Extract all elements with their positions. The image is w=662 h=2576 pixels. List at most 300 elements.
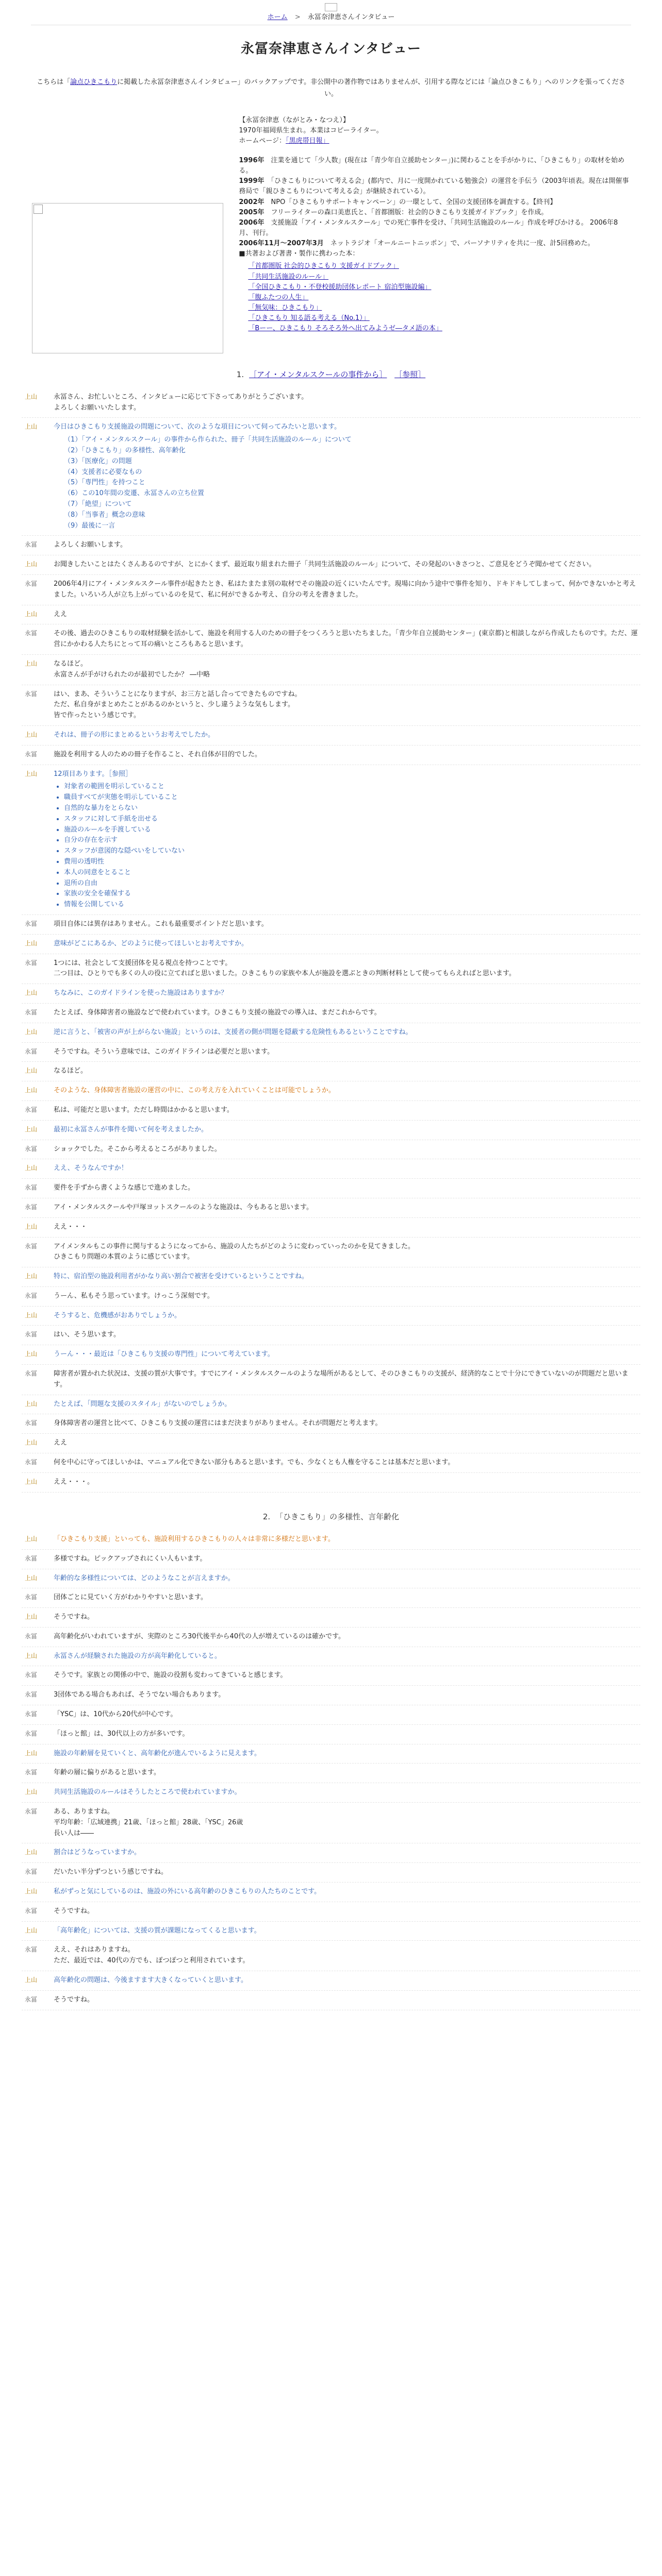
section-2-label: 「ひきこもり」の多様性、言年齢化	[275, 1512, 400, 1521]
turn-paragraph: 団体ごとに見ていく方がわかりやすいと思います。	[54, 1594, 207, 1602]
bio-career-item	[239, 208, 630, 218]
bio-career-text: 注業を通じて「少人数」(現在は「青少年自立援助センター」)に関わることを手がかりに、「ひきこもり」の取材を始める。	[239, 157, 625, 175]
bio-book-link[interactable]: 「無気味：ひきこもり」	[248, 304, 322, 312]
turn-paragraph: 3団体である場合もあれば、そうでない場合もあります。	[54, 1691, 225, 1699]
intro-suffix: 」のバックアップです。非公開中の著作物ではありませんが、引用する際などには「論点ひきこもり」へのリンクを張ってください。	[237, 78, 625, 98]
turn-text	[54, 609, 640, 620]
speaker-label: 上山	[25, 1087, 38, 1094]
speaker-label: 上山	[25, 1535, 38, 1543]
speaker-label: 永冨	[25, 1868, 38, 1876]
turn-text	[54, 422, 640, 531]
turn-text	[54, 1787, 640, 1798]
bio-career-year: 1999年	[239, 177, 264, 185]
speaker-label: 上山	[25, 1749, 38, 1757]
turn-text	[54, 1807, 640, 1839]
turn-text	[54, 1105, 640, 1116]
turn-text	[54, 958, 640, 980]
bio-career-item	[239, 176, 630, 197]
intro-ronten-link[interactable]: 論点ひきこもり	[70, 78, 118, 87]
interview-turn	[22, 1218, 640, 1238]
turn-text	[54, 579, 640, 601]
section-1-link[interactable]: ［アイ・メンタルスクールの事件から］	[249, 369, 387, 379]
turn-paragraph: 共同生活施設のルールはそうしたところで使われていますか。	[54, 1788, 241, 1797]
turn-paragraph: ショックでした。そこから考えるところがありました。	[54, 1145, 221, 1153]
turn-paragraph: 「YSC」は、10代から20代が中心です。	[54, 1710, 177, 1719]
bio-book-item	[248, 272, 630, 282]
bio-name: 【永冨奈津恵（ながとみ・なつえ）】	[239, 116, 350, 124]
turn-paragraph: 今日はひきこもり支援施設の問題について、次のような項目について伺ってみたいと思います。	[54, 423, 341, 431]
turn-paragraph: 施設の年齢層を見ていくと、高年齢化が進んでいるように見えます。	[54, 1749, 261, 1757]
interview-turn	[22, 1121, 640, 1140]
bio-career-year: 2005年	[239, 208, 264, 216]
turn-paragraph: ええ、それはありますね。 ただ、最近では、40代の方でも、ぽつぽつと利用されています。	[54, 1946, 250, 1965]
rule-item: • 自然的な暴力をとらない	[64, 803, 640, 814]
bio-book-item	[248, 293, 630, 303]
interview-turn	[22, 655, 640, 685]
turn-paragraph: よろしくお願いします。	[54, 541, 127, 549]
interview-turn	[22, 1686, 640, 1705]
turn-text	[54, 1183, 640, 1194]
turn-text	[54, 750, 640, 760]
turn-text	[54, 1272, 640, 1282]
speaker-label: 永冨	[25, 690, 38, 698]
speaker-label: 上山	[25, 393, 38, 400]
interview-turn	[22, 1883, 640, 1902]
bio-homepage-link[interactable]: 「黒虎帯日報」	[286, 137, 329, 145]
speaker-label: 永冨	[25, 541, 38, 549]
turn-text	[54, 1242, 640, 1263]
interview-turn	[22, 1326, 640, 1345]
interview-turn	[22, 605, 640, 625]
speaker-label: 永冨	[25, 1184, 38, 1192]
turn-paragraph: 多様ですね。ピックアップされにくい人もいます。	[54, 1554, 207, 1563]
breadcrumb	[0, 12, 662, 23]
speaker-label: 上山	[25, 1125, 38, 1133]
page-title: 永冨奈津恵さんインタビュー	[241, 41, 421, 57]
interview-turn	[22, 1159, 640, 1179]
turn-text	[54, 1144, 640, 1155]
interview-turn	[22, 1434, 640, 1453]
speaker-label: 上山	[25, 610, 38, 618]
turn-paragraph: それは、冊子の形にまとめるというお考えでしたか。	[54, 731, 215, 739]
speaker-label: 上山	[25, 989, 38, 997]
turn-text	[54, 1729, 640, 1740]
rule-item: • 職員すべてが実態を明示していること	[64, 792, 640, 803]
speaker-label: 永冨	[25, 750, 38, 758]
interview-turn	[22, 1941, 640, 1971]
bio-book-link[interactable]: 「Bーー、ひきこもり そろそろ外へ出てみようゼ―タメ語の本」	[248, 325, 442, 333]
interview-section-1	[22, 388, 640, 1493]
turn-text	[54, 1086, 640, 1096]
interview-turn	[22, 1666, 640, 1686]
turn-text	[54, 1573, 640, 1584]
speaker-label: 永冨	[25, 1242, 38, 1250]
interview-turn	[22, 1179, 640, 1198]
topic-item: （3）「医療化」の問題	[64, 457, 132, 465]
speaker-label: 永冨	[25, 1331, 38, 1338]
rule-item: • スタッフに対して手紙を出せる	[64, 814, 640, 825]
turn-paragraph: たとえば、「問題な支援のスタイル」がないのでしょうか。	[54, 1400, 231, 1408]
turn-paragraph: 施設を利用する人のための冊子を作ること、それ自体が目的でした。	[54, 750, 262, 758]
turn-text	[54, 1670, 640, 1681]
interview-turn	[22, 1101, 640, 1121]
turn-paragraph: 1つには、社会として支援団体を見る視点を持つことです。 二つ目は、ひとりでも多くの人の役に立てればと思いました。ひきこもりの家族や本人が施設を選ぶときの判断材料として使ってもらえればと思います。	[54, 959, 516, 978]
turn-paragraph: そうですね。	[54, 1995, 94, 2004]
turn-text	[54, 1349, 640, 1360]
turn-text	[54, 939, 640, 950]
interview-turn	[22, 624, 640, 655]
speaker-label: 永冨	[25, 1106, 38, 1113]
turn-paragraph: 永冨さん、お忙しいところ、インタビューに応じて下さってありがとうございます。 よろしくお願いいたします。	[54, 393, 308, 412]
turn-text	[54, 392, 640, 414]
speaker-label: 上山	[25, 1164, 38, 1172]
turn-paragraph: 特に、宿泊型の施設利用者がかなり高い割合で被害を受けているということですね。	[54, 1273, 309, 1281]
topic-item: （8）「当事者」概念の意味	[64, 511, 145, 519]
turn-text	[54, 1222, 640, 1233]
turn-paragraph: アイメンタルもこの事件に関与するようになってから、施設の人たちがどのように変わっていったのかを見てきました。 ひきこもり問題の本質のように感じています。	[54, 1242, 415, 1261]
rule-item: • 費用の透明性	[64, 857, 640, 868]
topic-item: （5）「専門性」を持つこと	[64, 479, 145, 487]
turn-paragraph: ええ・・・。	[54, 1478, 94, 1486]
speaker-label: 上山	[25, 1273, 38, 1280]
interview-turn	[22, 1628, 640, 1647]
speaker-label: 上山	[25, 731, 38, 738]
turn-text	[54, 730, 640, 741]
turn-paragraph: 年齢の層に偏りがあると思います。	[54, 1769, 160, 1777]
turn-text	[54, 659, 640, 681]
turn-text	[54, 919, 640, 930]
interview-turn	[22, 1863, 640, 1883]
interview-turn	[22, 685, 640, 726]
turn-paragraph: うーん・・・最近は「ひきこもり支援の専門性」について考えています。	[54, 1350, 274, 1359]
turn-text	[54, 1311, 640, 1321]
turn-text	[54, 1554, 640, 1565]
speaker-label: 上山	[25, 1028, 38, 1036]
bio-book-item	[248, 261, 630, 272]
bio-career-year: 2006年11月〜2007年3月	[239, 240, 324, 248]
interview-turn	[22, 1062, 640, 1081]
speaker-label: 上山	[25, 1613, 38, 1621]
profile-section	[32, 115, 630, 353]
turn-text	[54, 1887, 640, 1897]
profile-photo	[32, 203, 223, 353]
speaker-label: 上山	[25, 939, 38, 947]
profile-bio	[239, 115, 630, 353]
interview-turn	[22, 1991, 640, 2010]
interview-turn	[22, 935, 640, 954]
turn-paragraph: そうすると、危機感がおありでしょうか。	[54, 1311, 181, 1319]
bio-career-list	[239, 156, 630, 249]
turn-text	[54, 1768, 640, 1778]
topic-item: （9）最後に一言	[64, 521, 115, 530]
turn-paragraph: 「ひきこもり支援」といっても、施設利用するひきこもりの人々は非常に多様だと思います。	[54, 1535, 335, 1543]
interview-turn	[22, 1081, 640, 1101]
turn-paragraph: たとえば、身体障害者の施設などで使われています。ひきこもり支援の施設での導入は、まだこれからです。	[54, 1008, 381, 1016]
turn-paragraph: そうです。家族との関係の中で、施設の役割も変わってきていると感じます。	[54, 1671, 287, 1680]
section-1-ref-link[interactable]: ［参照］	[394, 369, 426, 379]
turn-text	[54, 988, 640, 999]
speaker-label: 上山	[25, 1439, 38, 1447]
turn-paragraph: 高年齢化がいわれていますが、実際のところ30代後半から40代の人が増えているのは確かです。	[54, 1632, 345, 1640]
bio-career-text: 「ひきこもりについて考える会」(都内で、月に一度開かれている勉強会）の運営を手伝う（2003年頃表。現在は開催事務局で「親ひきこもりについて考える会」が継続されている）。	[239, 177, 629, 196]
speaker-label: 上山	[25, 1849, 38, 1856]
interview-turn	[22, 1473, 640, 1493]
turn-paragraph: 「ほっと館」は、30代以上の方が多いです。	[54, 1730, 189, 1738]
broken-image-icon	[34, 205, 43, 214]
turn-text	[54, 1125, 640, 1136]
speaker-label: 永冨	[25, 1671, 38, 1679]
turn-text	[54, 1995, 640, 2006]
interview-turn	[22, 388, 640, 418]
speaker-label: 上山	[25, 1788, 38, 1796]
interview-turn	[22, 1267, 640, 1287]
turn-paragraph: 割合はどうなっていますか。	[54, 1849, 141, 1857]
speaker-label: 上山	[25, 1652, 38, 1659]
rule-item: • 本人の同意をとること	[64, 868, 640, 878]
bio-career-item	[239, 197, 630, 208]
speaker-label: 永冨	[25, 1710, 38, 1718]
speaker-label: 永冨	[25, 1730, 38, 1737]
turn-text	[54, 1906, 640, 1917]
breadcrumb-separator: >	[294, 13, 301, 21]
bio-book-item	[248, 313, 630, 324]
breadcrumb-current: 永冨奈津恵さんインタビュー	[307, 13, 395, 21]
bio-book-item	[248, 324, 630, 334]
turn-text	[54, 1975, 640, 1986]
turn-paragraph: 年齢的な多様性については、どのようなことが言えますか。	[54, 1574, 235, 1582]
speaker-label: 上山	[25, 1223, 38, 1230]
interview-turn	[22, 1287, 640, 1307]
interview-turn	[22, 765, 640, 915]
bio-career-item	[239, 156, 630, 176]
turn-paragraph: ええ、そうなんですか！	[54, 1164, 128, 1173]
speaker-label: 上山	[25, 1888, 38, 1895]
turn-text	[54, 1848, 640, 1858]
speaker-label: 上山	[25, 1067, 38, 1075]
speaker-label: 永冨	[25, 1907, 38, 1914]
bio-career-text: フリーライターの森口美恵氏と、「首都圏版：社会的ひきこもり支援ガイドブック」を作成。	[271, 208, 548, 216]
bio-career-year: 2002年	[239, 198, 264, 206]
speaker-label: 永冨	[25, 1145, 38, 1153]
turn-text	[54, 1202, 640, 1213]
turn-paragraph: はい、まあ、そういうことになりますが、お三方と話し合ってできたものですね。 ただ、私自身がまとめたことがあるのかというと、少し違うような気もします。 皆で作ったという感じです。	[54, 690, 302, 720]
turn-paragraph: 2006年4月にアイ・メンタルスクール事件が起きたとき、私はたまたま別の取材でその施設の近くにいたんです。現場に向かう途中で事件を知り、ドキドキしてしまって、何かできないかと考えました。いろいろ人が立ち上がっているのを見て、私に何ができるか考え、自分の考えを書きました。	[54, 580, 636, 599]
speaker-label: 永冨	[25, 1008, 38, 1016]
interview-turn	[22, 1198, 640, 1218]
turn-paragraph: そうですね。	[54, 1907, 94, 1915]
interview-turn	[22, 1365, 640, 1395]
interview-turn	[22, 1414, 640, 1434]
turn-paragraph: そうですね。そういう意味では、このガイドラインは必要だと思います。	[54, 1047, 274, 1056]
interview-turn	[22, 1530, 640, 1550]
speaker-label: 永冨	[25, 1292, 38, 1299]
interview-turn	[22, 726, 640, 745]
interview-turn	[22, 418, 640, 536]
turn-text	[54, 1945, 640, 1967]
section-1-number: 1.	[236, 369, 244, 379]
bio-career-text: NPO「ひきこもりサポートキャンペーン」の一環として、全国の支援団体を調査する。【終刊】	[271, 198, 557, 206]
bio-homepage	[239, 136, 630, 146]
turn-paragraph: なるほど。	[54, 1067, 88, 1075]
turn-paragraph: 身体障害者の運営と比べて、ひきこもり支援の運営にはまだ決まりがありません。それが問題だと考えます。	[54, 1419, 382, 1428]
turn-paragraph: 高年齢化の問題は、今後ますます大きくなっていくと思います。	[54, 1976, 247, 1985]
interview-turn	[22, 1569, 640, 1589]
turn-text	[54, 1690, 640, 1701]
interview-turn	[22, 984, 640, 1004]
turn-text	[54, 1330, 640, 1341]
interview-turn	[22, 1004, 640, 1023]
turn-paragraph: アイ・メンタルスクールや戸塚ヨットスクールのような施設は、今もあると思います。	[54, 1203, 313, 1211]
turn-paragraph: うーん、私もそう思っています。けっこう深刻です。	[54, 1292, 214, 1300]
turn-text	[54, 629, 640, 650]
turn-paragraph: ちなみに、このガイドラインを使った施設はありますか？	[54, 989, 228, 997]
turn-text	[54, 1291, 640, 1302]
turn-text	[54, 1027, 640, 1038]
speaker-label: 永冨	[25, 1459, 38, 1466]
interview-turn	[22, 1971, 640, 1991]
turn-text	[54, 1369, 640, 1391]
interview-turn	[22, 1647, 640, 1667]
speaker-label: 永冨	[25, 1554, 38, 1562]
interview-turn	[22, 1843, 640, 1863]
turn-paragraph: 永冨さんが経験された施設の方が高年齢化していると。	[54, 1652, 222, 1660]
topic-item: （7）「絶望」について	[64, 500, 132, 509]
speaker-label: 永冨	[25, 1769, 38, 1776]
speaker-label: 永冨	[25, 580, 38, 588]
bio-book-link[interactable]: 「ひきこもり 知る語る考える（No.1）」	[248, 314, 370, 323]
turn-paragraph: はい、そう思います。	[54, 1331, 120, 1339]
turn-text	[54, 1477, 640, 1488]
speaker-label: 永冨	[25, 1808, 38, 1816]
turn-paragraph: お聞きしたいことはたくさんあるのですが、とにかくまず、最近取り組まれた冊子「共同生活施設のルール」について、その発起のいきさつと、ご意見をどうぞ聞かせてください。	[54, 561, 596, 569]
turn-paragraph: そのような、身体障害者施設の運営の中に、この考え方を入れていくことは可能でしょうか。	[54, 1087, 336, 1095]
turn-paragraph: ええ	[54, 1439, 68, 1447]
turn-text	[54, 1867, 640, 1878]
turn-paragraph: なるほど。 永富さんが手がけられたのが最初でしたか？ ―中略	[54, 660, 210, 679]
turn-paragraph: 項目自体には異存はありません。これも最重要ポイントだと思います。	[54, 920, 268, 928]
speaker-label: 上山	[25, 1976, 38, 1984]
interview-turn	[22, 575, 640, 605]
rule-item: • 自分の存在を示す	[64, 835, 640, 846]
turn-paragraph: 意味がどこにあるか、どのように使ってほしいとお考えですか。	[54, 939, 249, 947]
turn-text	[54, 560, 640, 570]
speaker-label: 上山	[25, 1926, 38, 1934]
bio-born: 1970年福岡県生まれ。本業はコピーライター。	[239, 126, 383, 134]
site-logo-icon[interactable]	[325, 3, 337, 11]
interview-turn	[22, 1902, 640, 1922]
turn-paragraph: 逆に言うと、「被害の声が上がらない施設」というのは、支援者の側が問題を隠蔽する危険性もあるということですね。	[54, 1028, 412, 1036]
speaker-label: 永冨	[25, 1419, 38, 1427]
turn-paragraph: 「高年齢化」については、支援の質が課題になってくると思います。	[54, 1926, 261, 1935]
turn-paragraph: ええ	[54, 610, 68, 618]
interview-turn	[22, 1395, 640, 1415]
interview-turn	[22, 1550, 640, 1569]
interview-turn	[22, 1764, 640, 1783]
turn-text	[54, 1008, 640, 1019]
turn-text	[54, 1399, 640, 1410]
speaker-label: 永冨	[25, 1632, 38, 1640]
turn-text	[54, 1047, 640, 1058]
interview-turn	[22, 1705, 640, 1725]
interview-turn	[22, 1725, 640, 1744]
speaker-label: 永冨	[25, 920, 38, 927]
bio-links-heading: ■共著および著書・製作に携わった本：	[239, 250, 359, 258]
section-1-title	[0, 369, 662, 381]
interview-turn	[22, 1140, 640, 1160]
turn-text	[54, 1709, 640, 1720]
rule-item: • 退所の自由	[64, 878, 640, 889]
interview-turn	[22, 555, 640, 575]
turn-paragraph: 障害者が置かれた状況は、支援の質が大事です。すでにアイ・メンタルスクールのような場所があるとして、そのひきこもりの支援が、経済的なことで十分にできていないのが問題だと思います。	[54, 1370, 628, 1388]
page-root	[0, 3, 662, 2010]
turn-paragraph: 要件を手ずから書くような感じで進めました。	[54, 1184, 195, 1192]
interview-turn	[22, 1307, 640, 1326]
turn-text	[54, 1438, 640, 1449]
turn-paragraph: そうですね。	[54, 1613, 94, 1621]
bio-career-item	[239, 239, 630, 249]
interview-turn	[22, 1238, 640, 1268]
speaker-label: 永冨	[25, 1370, 38, 1378]
breadcrumb-home-link[interactable]: ホーム	[267, 13, 288, 21]
bio-career-year: 1996年	[239, 157, 264, 165]
turn-text	[54, 689, 640, 721]
turn-text	[54, 1632, 640, 1642]
speaker-label: 上山	[25, 1311, 38, 1319]
turn-paragraph: 最初に永冨さんが事件を聞いて何を考えましたか。	[54, 1125, 208, 1133]
intro-middle: に掲載した永冨奈津恵さんインタビュー	[117, 78, 238, 87]
bio-book-link[interactable]: 「腹ふたつの人生」	[248, 293, 309, 301]
turn-text	[54, 1418, 640, 1429]
speaker-label: 上山	[25, 1350, 38, 1358]
rule-item: • 情報を公開している	[64, 900, 640, 910]
rule-item: • スタッフが意図的な隠ぺいをしていない	[64, 846, 640, 857]
intro-text	[32, 77, 630, 99]
bio-book-link[interactable]: 「共同生活施設のルール」	[248, 273, 329, 281]
turn-paragraph: 何を中心に守ってほしいかは、マニュアル化できない部分もあると思います。でも、少なくとも人権を守ることは基本だと思います。	[54, 1459, 455, 1467]
speaker-label: 上山	[25, 561, 38, 568]
turn-text	[54, 1534, 640, 1545]
speaker-label: 永冨	[25, 1047, 38, 1055]
topic-item: （2）「ひきこもり」の多様性、高年齢化	[64, 447, 186, 455]
interview-turn	[22, 1588, 640, 1608]
bio-book-link[interactable]: 「全国ひきこもり・不登校援助団体レポート 宿泊型施設編」	[248, 283, 432, 291]
turn-text	[54, 1612, 640, 1623]
interview-turn	[22, 915, 640, 935]
speaker-label: 永冨	[25, 959, 38, 967]
bio-homepage-label: ホームページ：	[239, 137, 286, 145]
interview-turn	[22, 745, 640, 765]
interview-turn	[22, 1783, 640, 1803]
topic-item: （1）「アイ・メンタルスクール」の事件から作られた、冊子「共同生活施設のルール」について	[64, 436, 352, 444]
interview-turn	[22, 1345, 640, 1365]
turn-text	[54, 1651, 640, 1662]
turn-text	[54, 1749, 640, 1759]
topic-item: （6）この10年間の変遷、永冨さんの立ち位置	[64, 489, 204, 498]
interview-turn	[22, 1453, 640, 1473]
rule-item: • 施設のルールを手渡している	[64, 825, 640, 836]
topic-list	[54, 435, 640, 531]
bio-book-link[interactable]: 「首都圏版 社会的ひきこもり 支援ガイドブック」	[248, 262, 399, 270]
bio-career-year: 2006年	[239, 218, 264, 227]
section-2-title	[0, 1511, 662, 1523]
interview-section-2	[22, 1530, 640, 2010]
turn-text	[54, 1066, 640, 1077]
rule-list	[54, 782, 640, 910]
turn-text	[54, 1592, 640, 1603]
turn-text	[54, 769, 640, 910]
speaker-label: 上山	[25, 770, 38, 777]
interview-turn	[22, 1043, 640, 1062]
